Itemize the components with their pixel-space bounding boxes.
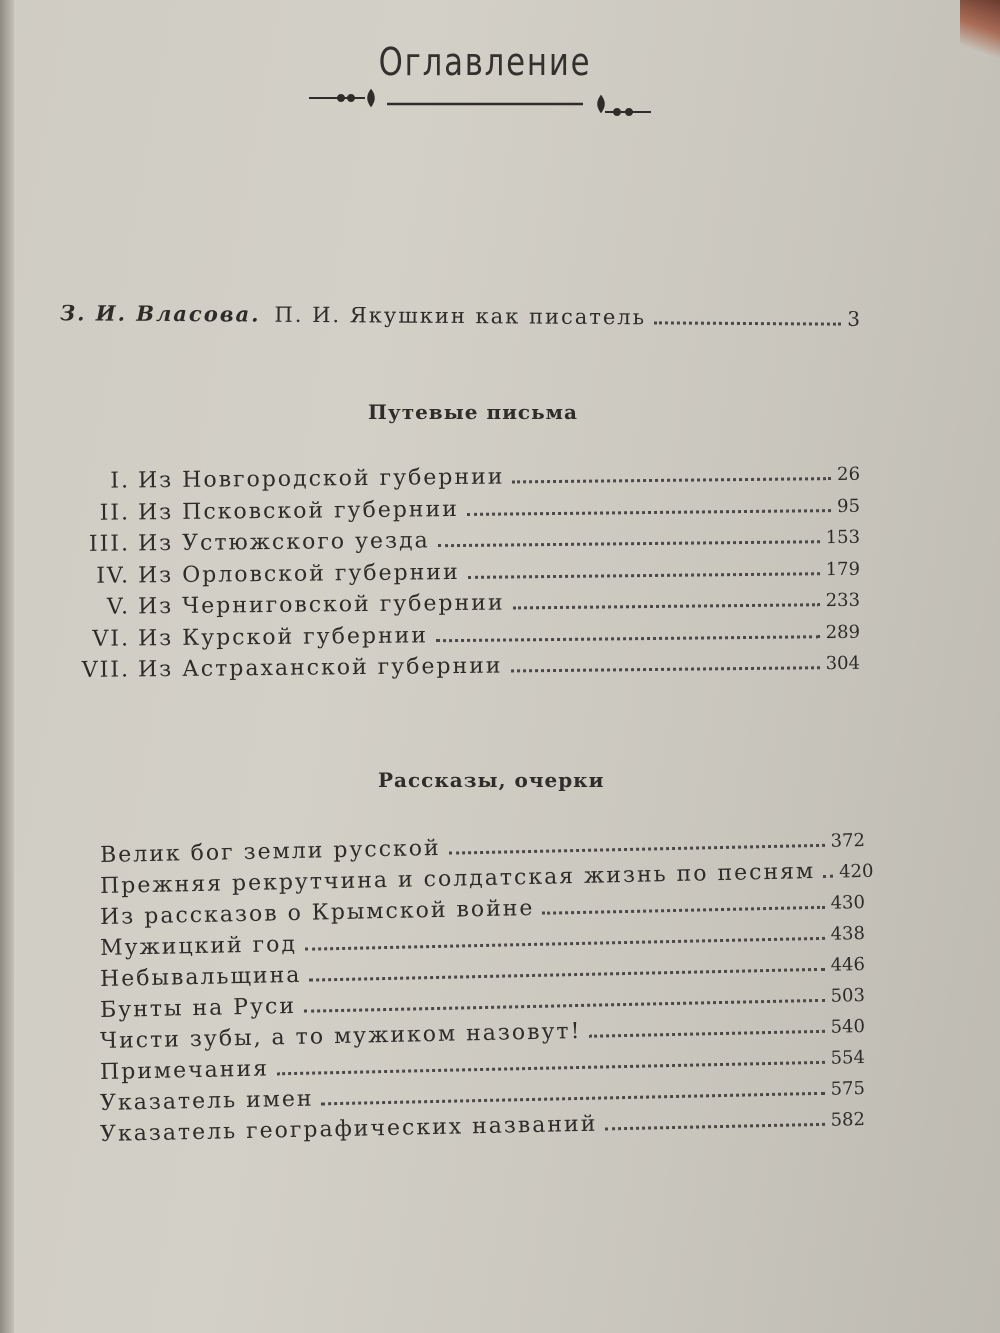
toc-entry-travel-letter[interactable] [60,492,860,525]
section-heading-stories: Рассказы, очерки [378,768,605,792]
entry-title: Мужицкий год [99,931,298,962]
entry-title: Бунты на Руси [99,993,297,1024]
entry-title: Указатель имен [99,1086,314,1117]
leader-dots [305,937,825,951]
intro-page: 3 [847,306,861,331]
entry-number: II. [99,499,131,526]
entry-page: 575 [830,1077,866,1100]
entry-page: 289 [825,621,861,643]
section-heading-travel-letters: Путевые письма [368,400,578,424]
entry-title: Указатель географических названий [99,1111,598,1148]
leader-dots [823,875,833,878]
leader-dots [309,968,824,982]
entry-page: 372 [830,829,866,852]
entry-page: 233 [825,589,861,612]
entry-title: Из Орловской губернии [137,559,460,588]
entry-title: Чисти зубы, а то мужиком назовут! [99,1018,582,1055]
entry-title: Из рассказов о Крымской войне [99,895,535,931]
toc-entry-travel-letter[interactable] [60,461,860,494]
entry-page: 26 [836,463,861,486]
entry-title: Примечания [99,1056,270,1086]
leader-dots [512,477,831,483]
leader-dots [605,1123,824,1131]
leader-dots [449,844,825,855]
entry-page: 179 [825,558,861,580]
entry-title: Из Новгородской губернии [137,464,505,494]
leader-dots [542,906,824,915]
toc-entry-travel-letter[interactable] [60,524,860,557]
entry-page: 582 [830,1108,866,1131]
entry-title: Из Черниговской губернии [137,590,505,620]
entry-page: 430 [830,891,866,914]
leader-dots [436,635,820,642]
leader-dots [467,509,831,516]
toc-entry-intro[interactable] [60,300,860,332]
toc-entry-travel-letter[interactable] [60,555,860,588]
leader-dots [277,1061,825,1075]
entry-page: 503 [830,984,866,1007]
entry-page: 446 [830,953,866,976]
entry-page: 540 [830,1015,866,1038]
entry-page: 420 [838,860,874,883]
entry-title: Прежняя рекрутчина и солдатская жизнь по песням [99,859,816,900]
entry-number: IV. [96,562,131,589]
entry-title: Из Псковской губернии [137,496,459,525]
entry-title: Из Устюжского уезда [137,528,430,557]
toc-entry-travel-letter[interactable] [60,650,860,683]
entry-page: 153 [825,526,861,549]
leader-dots [590,1030,825,1038]
leader-dots [468,572,820,579]
entry-page: 95 [836,495,861,517]
entry-title: Из Курской губернии [137,622,429,651]
entry-page: 554 [830,1046,866,1069]
entry-title: Небывальщина [99,962,302,993]
entry-title: Велик бог земли русской [99,835,441,869]
entry-number: VI. [92,625,131,652]
ornament-divider-icon [305,88,655,132]
intro-title: П. И. Якушкин как писатель [274,302,647,330]
entry-number: III. [88,531,131,557]
leader-dots [304,999,825,1013]
entry-page: 304 [825,652,861,675]
toc-entry-travel-letter[interactable] [60,618,860,651]
leader-dots [654,321,841,325]
cover-corner [960,0,1000,60]
leader-dots [513,603,820,609]
entry-number: VII. [81,657,131,683]
page-title: Оглавление [378,40,592,84]
leader-dots [511,666,820,672]
entry-number: V. [106,594,131,620]
toc-entry-travel-letter[interactable] [60,587,860,620]
page-edge-shadow [0,0,14,1333]
leader-dots [438,540,820,547]
intro-author: З. И. Власова. [59,300,261,327]
entry-title: Из Астраханской губернии [137,653,503,683]
leader-dots [322,1092,825,1106]
entry-number: I. [110,468,131,494]
entry-page: 438 [830,922,866,945]
